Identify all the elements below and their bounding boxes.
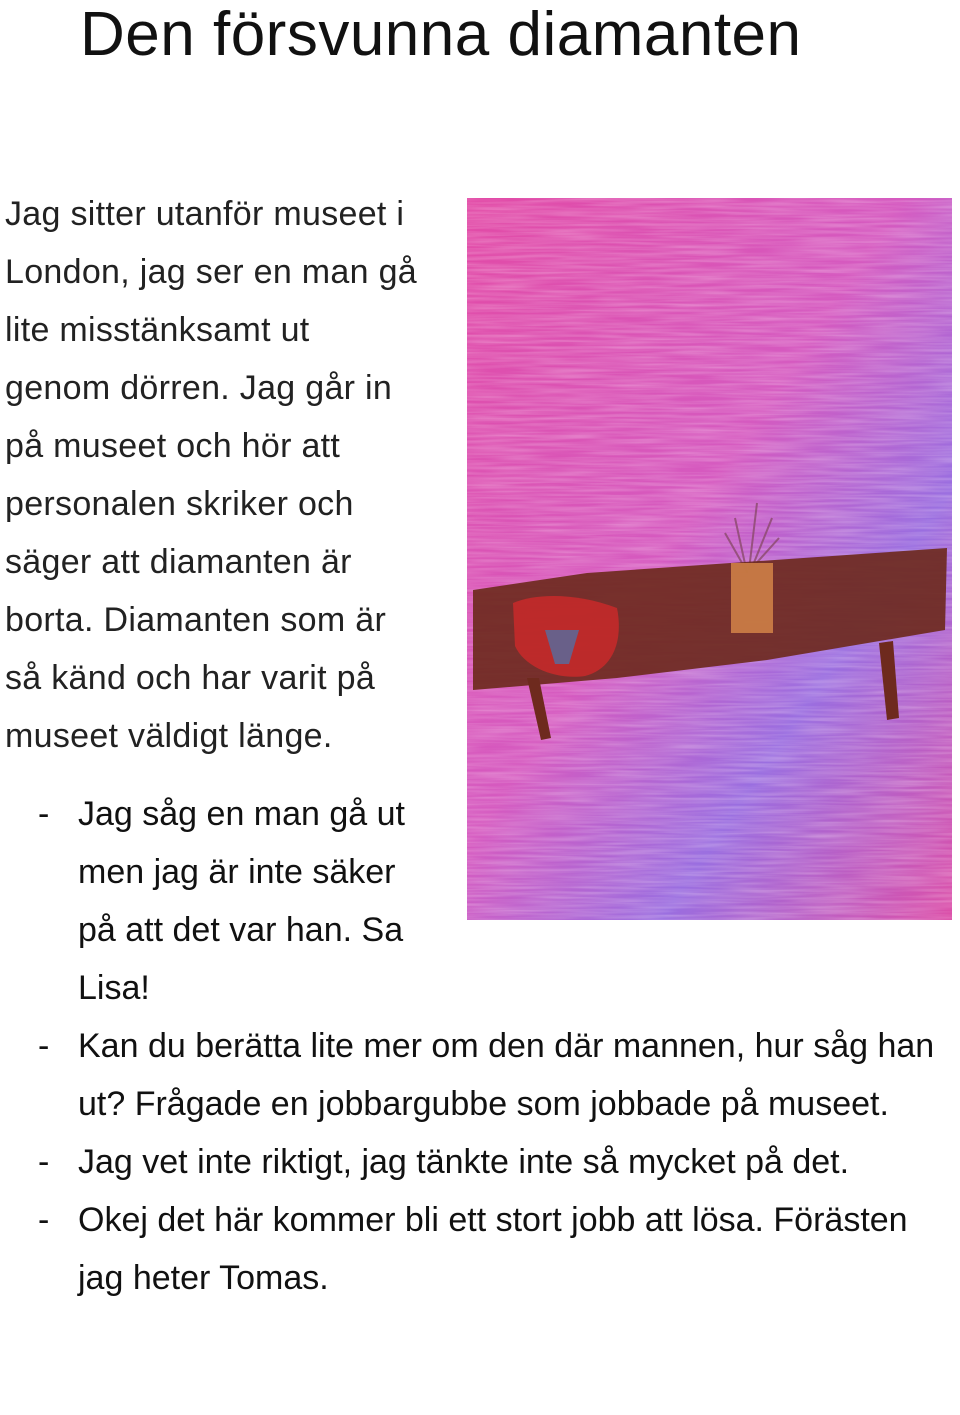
dialogue-item xyxy=(38,1133,948,1191)
intro-line: genom dörren. Jag går in xyxy=(5,369,393,407)
intro-line: Jag sitter utanför museet i xyxy=(5,195,405,233)
vase xyxy=(731,563,773,633)
dash-marker: - xyxy=(38,1027,50,1065)
dash-marker: - xyxy=(38,795,50,833)
dialogue-item xyxy=(38,785,438,1017)
dash-marker: - xyxy=(38,1143,50,1181)
dialogue-item xyxy=(38,1017,948,1133)
intro-line: lite misstänksamt ut xyxy=(5,311,310,349)
dialogue-item xyxy=(38,1191,948,1307)
dash-marker: - xyxy=(38,1201,50,1239)
intro-line: säger att diamanten är xyxy=(5,543,352,581)
intro-line: museet väldigt länge. xyxy=(5,717,333,755)
dialogue-text: Jag vet inte riktigt, jag tänkte inte så mycket på det. xyxy=(78,1143,850,1181)
intro-line: så känd och har varit på xyxy=(5,659,376,697)
intro-line: borta. Diamanten som är xyxy=(5,601,387,639)
intro-paragraph xyxy=(5,185,460,765)
dialogue-text: Jag såg en man gå ut men jag är inte säker på att det var han. Sa Lisa! xyxy=(78,795,406,1007)
page-title: Den försvunna diamanten xyxy=(80,0,802,69)
dialogue-list xyxy=(38,785,948,1307)
intro-line: på museet och hör att xyxy=(5,427,341,465)
intro-line: London, jag ser en man gå xyxy=(5,253,418,291)
dialogue-text: Kan du berätta lite mer om den där mannen, hur såg han ut? Frågade en jobbargubbe som jobbade på museet. xyxy=(78,1027,935,1123)
dialogue-text: Okej det här kommer bli ett stort jobb att lösa. Förästen jag heter Tomas. xyxy=(78,1201,908,1297)
intro-line: personalen skriker och xyxy=(5,485,354,523)
